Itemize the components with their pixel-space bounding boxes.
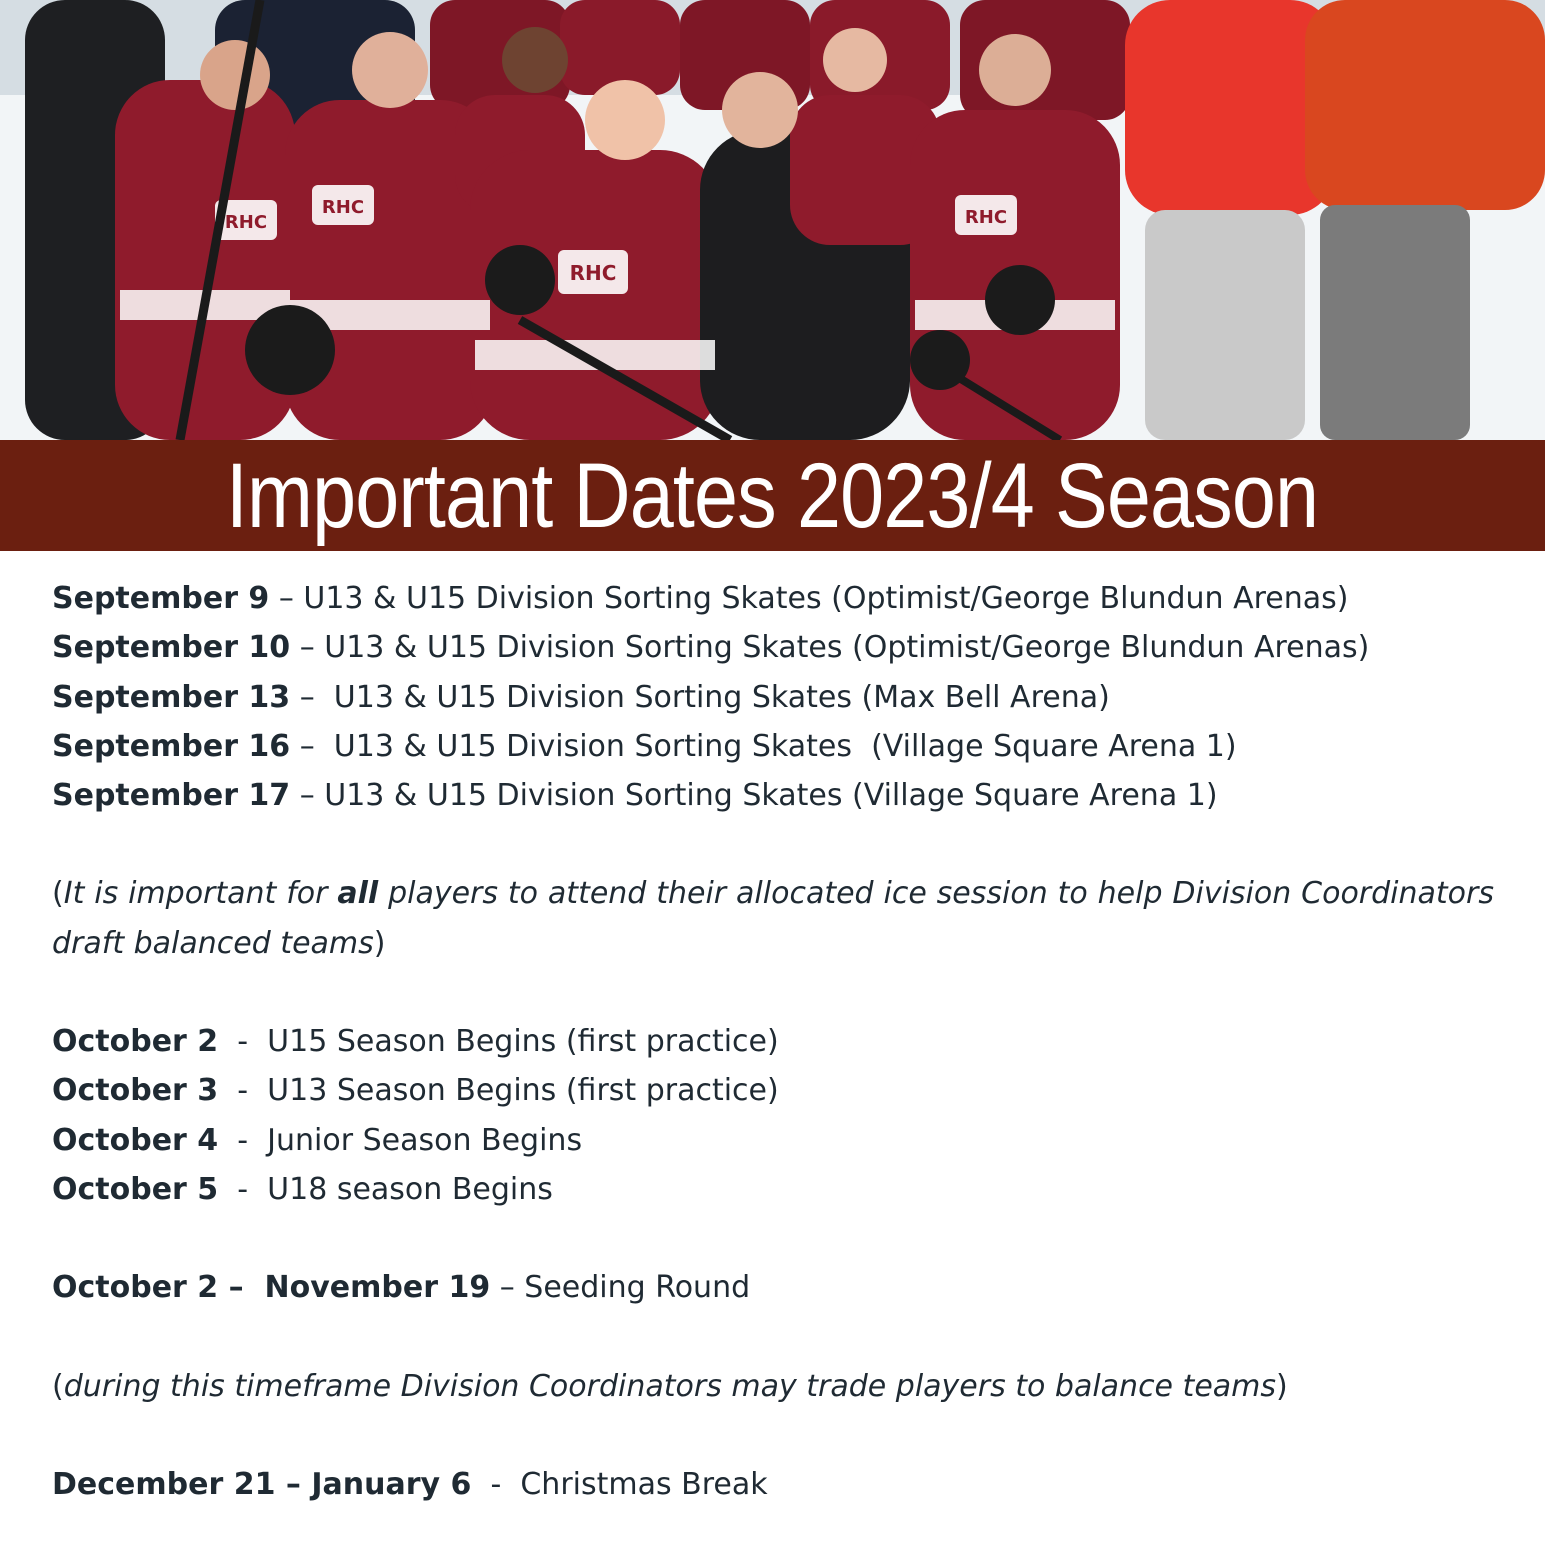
- separator: –: [290, 630, 325, 666]
- paren-close: ): [373, 925, 386, 961]
- jersey-logo-text: RHC: [569, 261, 617, 285]
- event-date: September 17: [52, 778, 291, 814]
- event-date: September 9: [52, 581, 270, 616]
- sorting-skate-item: [52, 623, 1494, 672]
- note-text: during this timeframe Division Coordinators may trade players to balance teams: [63, 1368, 1277, 1404]
- sorting-skate-item: [52, 771, 1494, 820]
- note-text: [52, 876, 1494, 960]
- separator: –: [290, 778, 325, 814]
- separator: –: [269, 581, 304, 616]
- separator: -: [218, 1024, 268, 1060]
- event-description: U13 & U15 Division Sorting Skates (Optimist/George Blundun Arenas): [303, 581, 1349, 616]
- christmas-break-item: [52, 1460, 1494, 1509]
- event-date: September 13: [52, 679, 291, 715]
- event-description: U13 & U15 Division Sorting Skates (Village Square Arena 1): [324, 778, 1218, 814]
- trade-note: [52, 1362, 1494, 1411]
- season-start-item: [52, 1066, 1494, 1115]
- separator: –: [290, 728, 334, 764]
- season-start-item: [52, 1116, 1494, 1165]
- separator: -: [218, 1171, 268, 1207]
- season-start-item: [52, 1017, 1494, 1066]
- sorting-skate-item: [52, 722, 1494, 771]
- event-description: U13 & U15 Division Sorting Skates (Optimist/George Blundun Arenas): [324, 630, 1370, 666]
- season-start-item: [52, 1165, 1494, 1214]
- jersey-logo-text: RHC: [321, 197, 365, 218]
- separator: -: [218, 1122, 268, 1158]
- seeding-round-item: [52, 1263, 1494, 1312]
- event-description: U18 season Begins: [267, 1171, 553, 1207]
- sorting-skate-item: [52, 574, 1494, 623]
- team-photo: [0, 0, 1545, 440]
- paren-open: (: [52, 876, 64, 912]
- separator: –: [290, 679, 334, 715]
- note-part: It is important for: [63, 876, 338, 912]
- note-part: players to attend their allocated ice session to help Division Coordinators draft balanced teams: [52, 876, 1494, 961]
- attendance-note: [52, 869, 1494, 968]
- separator: –: [490, 1270, 525, 1306]
- event-description: U13 Season Begins (first practice): [267, 1073, 779, 1109]
- event-date: October 2 – November 19: [52, 1270, 491, 1306]
- dates-list: [52, 574, 1494, 1509]
- event-description: Seeding Round: [524, 1270, 751, 1306]
- event-date: October 3: [52, 1073, 219, 1109]
- event-description: U15 Season Begins (first practice): [267, 1024, 779, 1060]
- event-date: September 10: [52, 630, 291, 666]
- event-description: Junior Season Begins: [267, 1122, 583, 1158]
- separator: -: [218, 1073, 268, 1109]
- separator: -: [471, 1466, 521, 1502]
- page-title: Important Dates 2023/4 Season: [226, 444, 1319, 547]
- jersey-logo-text: RHC: [964, 207, 1008, 228]
- event-date: September 16: [52, 728, 291, 764]
- paren-open: (: [52, 1368, 64, 1404]
- event-date: October 4: [52, 1122, 219, 1158]
- event-description: Christmas Break: [520, 1466, 768, 1502]
- jersey-logo-text: RHC: [224, 212, 268, 233]
- event-date: October 2: [52, 1024, 219, 1060]
- note-emphasis: all: [337, 876, 379, 912]
- event-date: December 21 – January 6: [52, 1466, 472, 1502]
- event-date: October 5: [52, 1171, 219, 1207]
- event-description: U13 & U15 Division Sorting Skates (Max Bell Arena): [333, 679, 1110, 715]
- event-description: U13 & U15 Division Sorting Skates (Village Square Arena 1): [333, 728, 1237, 764]
- sorting-skate-item: [52, 673, 1494, 722]
- paren-close: ): [1276, 1368, 1288, 1404]
- title-banner: [0, 440, 1545, 551]
